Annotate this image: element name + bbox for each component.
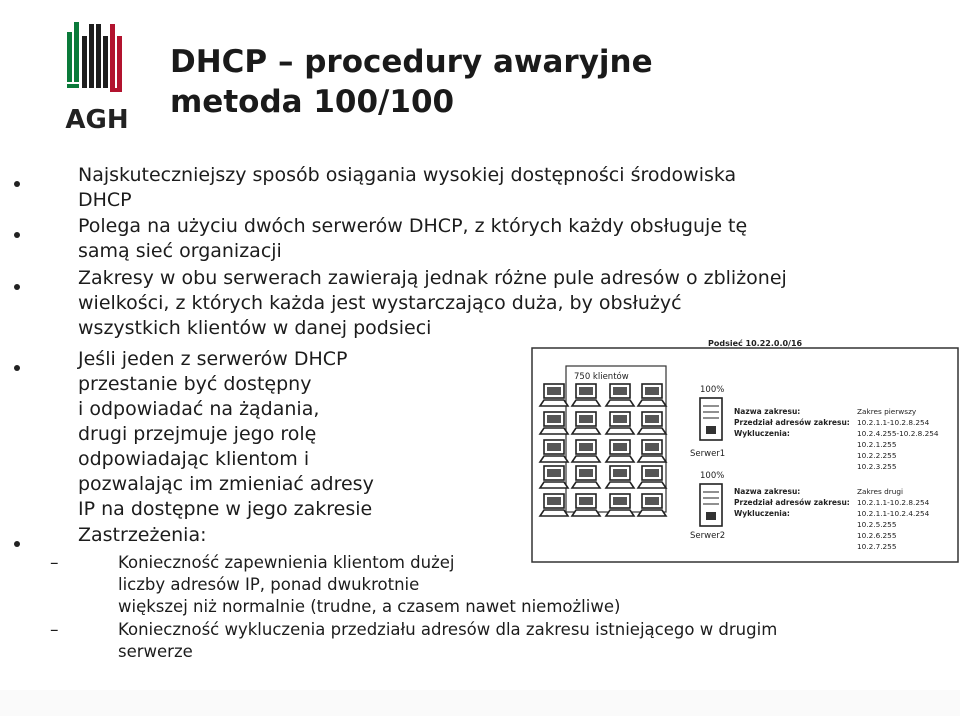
bullet-item: Jeśli jeden z serwerów DHCP przestanie być dostępny i odpowiadać na żądania, drugi przejmuje jego rolę odpowiadając klientom i pozwalając im zmieniać adresy IP na dostępne w jego zakresie bbox=[78, 348, 374, 520]
logo-text: AGH bbox=[65, 105, 129, 135]
subnet-label: Podsieć 10.22.0.0/16 bbox=[708, 339, 803, 348]
server2-label: Przedział adresów zakresu: bbox=[734, 498, 850, 507]
server1-value: 10.2.3.255 bbox=[857, 462, 897, 471]
server1-value: 10.2.2.255 bbox=[857, 451, 897, 460]
server2-value: 10.2.6.255 bbox=[857, 531, 897, 540]
server1-name: Serwer1 bbox=[690, 449, 726, 459]
bullet-item: Polega na użyciu dwóch serwerów DHCP, z których każdy obsługuje tę samą sieć organizacji bbox=[78, 215, 748, 262]
bullet-dot bbox=[14, 365, 20, 371]
server2-value: 10.2.1.1-10.2.8.254 bbox=[857, 498, 930, 507]
sub-bullet-item: Konieczność zapewnienia klientom dużej liczby adresów IP, ponad dwukrotnie większej niż normalnie (trudne, a czasem nawet niemożliwe) bbox=[118, 553, 621, 616]
server2-value: 10.2.5.255 bbox=[857, 520, 897, 529]
server1-label: Przedział adresów zakresu: bbox=[734, 418, 850, 427]
bullet-item: Najskuteczniejszy sposób osiągania wysokiej dostępności środowiska DHCP bbox=[78, 164, 737, 211]
sub-bullet-dash: – bbox=[50, 620, 59, 640]
server1-icon bbox=[700, 398, 722, 440]
client-computers bbox=[540, 384, 666, 516]
bullet-item: Zastrzeżenia: bbox=[78, 524, 207, 546]
server2-value: 10.2.1.1-10.2.4.254 bbox=[857, 509, 930, 518]
server1-value: Zakres pierwszy bbox=[857, 407, 917, 416]
server2-percent: 100% bbox=[700, 471, 725, 481]
server1-label: Nazwa zakresu: bbox=[734, 407, 801, 416]
bullet-item: Zakresy w obu serwerach zawierają jednak różne pule adresów o zbliżonej wielkości, z których każda jest wystarczająco duża, by obsłużyć wszystkich klientów w danej podsieci bbox=[78, 267, 787, 339]
server1-percent: 100% bbox=[700, 385, 725, 395]
server1-value: 10.2.4.255-10.2.8.254 bbox=[857, 429, 939, 438]
server1-value: 10.2.1.1-10.2.8.254 bbox=[857, 418, 930, 427]
sub-bullet-item: Konieczność wykluczenia przedziału adresów dla zakresu istniejącego w drugim serwerze bbox=[118, 620, 778, 661]
title-line-1: DHCP – procedury awaryjne bbox=[170, 44, 653, 80]
bullet-dot bbox=[14, 284, 20, 290]
server2-label: Wykluczenia: bbox=[734, 509, 790, 518]
bullet-dot bbox=[14, 541, 20, 547]
server2-value: 10.2.7.255 bbox=[857, 542, 897, 551]
bullet-dot bbox=[14, 181, 20, 187]
server2-value: Zakres drugi bbox=[857, 487, 904, 496]
clients-label: 750 klientów bbox=[574, 372, 629, 382]
server2-name: Serwer2 bbox=[690, 531, 726, 541]
server1-label: Wykluczenia: bbox=[734, 429, 790, 438]
bottom-bar bbox=[0, 690, 960, 716]
server2-icon bbox=[700, 484, 722, 526]
server1-value: 10.2.1.255 bbox=[857, 440, 897, 449]
server2-label: Nazwa zakresu: bbox=[734, 487, 801, 496]
sub-bullet-dash: – bbox=[50, 553, 59, 573]
dhcp-diagram bbox=[530, 336, 960, 566]
bullet-dot bbox=[14, 232, 20, 238]
title-line-2: metoda 100/100 bbox=[170, 84, 455, 120]
